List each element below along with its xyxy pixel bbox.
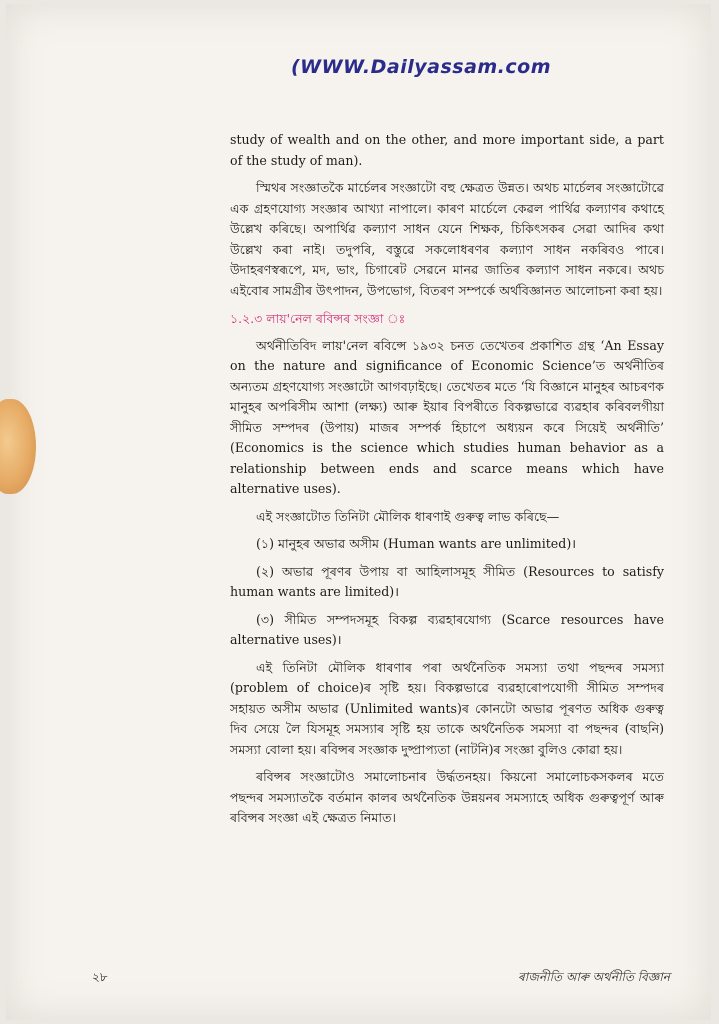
paragraph-2: স্মিথৰ সংজ্ঞাতকৈ মাৰ্চেলৰ সংজ্ঞাটো বহু ক্ষেত্ৰত উন্নত। অথচ মাৰ্চেলৰ সংজ্ঞাটোৱে এক গ্ৰহণযোগ্য সংজ্ঞাৰ আখ্যা নাপালে। কাৰণ মাৰ্চেলে কেৱল পাৰ্থিৱ কল্যাণৰ কথাহে উল্লেখ কৰিছে। অপাৰ্থিৱ কল্যাণ সাধন যেনে শিক্ষক, চিকিৎসকৰ সেৱা আদিৰ কথা উল্লেখ কৰা নাই। তদুপৰি, বস্তুৱে সকলোধৰণৰ কল্যাণ সাধন নকৰিবও পাৰে। উদাহৰণস্বৰূপে, মদ, ভাং, চিগাৰেট সেৱনে মানৱ জাতিৰ কল্যাণ সাধন নকৰে। অথচ এইবোৰ সামগ্ৰীৰ উৎপাদন, উপভোগ, বিতৰণ সম্পৰ্কে অৰ্থবিজ্ঞানত আলোচনা কৰা হয়। (230, 180, 664, 298)
paragraph-3: অৰ্থনীতিবিদ লায়'নেল ৰবিন্সে ১৯৩২ চনত তেখেতৰ প্ৰকাশিত গ্ৰন্থ ‘An Essay on the nature and significance of Economic Science’ত অৰ্থনীতিৰ অন্যতম গ্ৰহণযোগ্য সংজ্ঞাটো আগবঢ়াইছে। তেখেতৰ মতে ‘যি বিজ্ঞানে মানুহৰ আচৰণক মানুহৰ অপৰিসীম আশা (লক্ষ্য) আৰু ইয়াৰ বিপৰীতে বিকল্পভাৱে ব্যৱহাৰ কৰিবলগীয়া সীমিত সম্পদৰ (উপায়) মাজৰ সম্পৰ্ক হিচাপে অধ্যয়ন কৰে সিয়েই অৰ্থনীতি’ (Economics is the science which studies human behavior as a relationship between ends and scarce means which have alternative uses). (230, 337, 664, 496)
book-page (6, 4, 711, 1020)
paragraph-5: এই তিনিটা মৌলিক ধাৰণাৰ পৰা অৰ্থনৈতিক সমস্যা তথা পছন্দৰ সমস্যা (problem of choice)ৰ সৃষ্টি হয়। বিকল্পভাৱে ব্যৱহাৰোপযোগী সীমিত সম্পদৰ সহায়ত অসীম অভাৱ (Unlimited wants)ৰ কোনটো অভাৱ পূৰণত অধিক গুৰুত্ব দিব সেয়ে লৈ যিসমূহ সমস্যাৰ সৃষ্টি হয় তাকে অৰ্থনৈতিক সমস্যা বা পছন্দৰ (বাছনি) সমস্যা বোলা হয়। ৰবিন্সৰ সংজ্ঞাক দুষ্প্ৰাপ্যতা (নাটনি)ৰ সংজ্ঞা বুলিও কোৱা হয়। (230, 659, 664, 757)
point-2: (২) অভাৱ পূৰণৰ উপায় বা আহিলাসমূহ সীমিত (Resources to satisfy human wants are limited)। (230, 563, 664, 599)
thumb-image (0, 399, 36, 494)
paragraph-1: study of wealth and on the other, and more important side, a part of the study of man). (230, 132, 664, 168)
point-1: (১) মানুহৰ অভাৱ অসীম (Human wants are unlimited)। (256, 536, 577, 551)
section-heading: ১.২.৩ লায়'নেল ৰবিন্সৰ সংজ্ঞা ঃ (230, 311, 406, 326)
paragraph-6: ৰবিন্সৰ সংজ্ঞাটোও সমালোচনাৰ উৰ্দ্ধতনহয়। কিয়নো সমালোচকসকলৰ মতে পছন্দৰ সমস্যাতকৈ বৰ্তমান কালৰ অৰ্থনৈতিক উন্নয়নৰ সমস্যাহে অধিক গুৰুত্বপূৰ্ণ আৰু ৰবিন্সৰ সংজ্ঞা এই ক্ষেত্ৰত নিমাত। (230, 769, 664, 825)
paragraph-4: এই সংজ্ঞাটোত তিনিটা মৌলিক ধাৰণাই গুৰুত্ব লাভ কৰিছে— (256, 508, 560, 524)
point-3: (৩) সীমিত সম্পদসমূহ বিকল্প ব্যৱহাৰযোগ্য (Scarce resources have alternative uses)। (230, 611, 664, 647)
watermark-text: (WWW.Dailyassam.com (291, 56, 552, 78)
page-content (230, 130, 664, 836)
book-title: ৰাজনীতি আৰু অৰ্থনীতি বিজ্ঞান (518, 970, 670, 984)
page-number: ২৮ (92, 970, 108, 984)
